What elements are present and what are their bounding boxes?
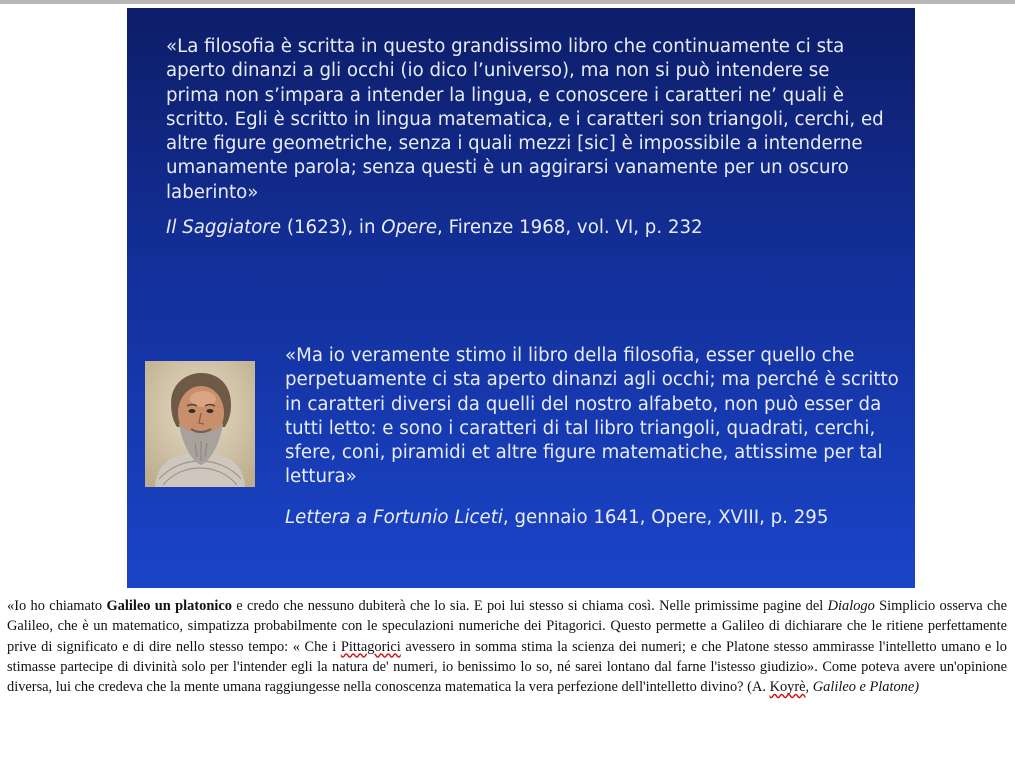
citation-letter-title: Lettera a Fortunio Liceti bbox=[285, 507, 503, 528]
italic-book-title: Galileo e Platone) bbox=[812, 679, 920, 696]
text-run: «Io ho chiamato bbox=[7, 598, 107, 614]
citation-rest: , Firenze 1968, vol. VI, p. 232 bbox=[437, 217, 703, 238]
galileo-portrait-image bbox=[145, 361, 255, 487]
spellcheck-word-koyre[interactable]: Koyrè bbox=[769, 679, 806, 696]
spellcheck-word-pittagorici[interactable]: Pittagorici bbox=[340, 638, 401, 655]
slide-citation-liceti bbox=[285, 506, 905, 530]
window-top-border bbox=[0, 0, 1015, 4]
citation-middle: (1623), in bbox=[281, 217, 382, 238]
document-paragraph bbox=[7, 596, 1007, 697]
citation-letter-rest: , gennaio 1641, Opere, XVIII, p. 295 bbox=[502, 507, 829, 528]
citation-title: Il Saggiatore bbox=[166, 217, 282, 238]
text-run: avessero in somma stima la scienza dei numeri; e che Platone stesso ammirasse l'intelletto umano e lo stimasse partecipe di divinità solo per l'intender egli la natura de' numeri, io benissimo lo so, né sarei lontano dal farne l'istesso giudizio». Come poteva avere un'opinione diversa, lui che credeva che la mente umana raggiungesse nella conoscenza matematica la vera perfezione dell'intelletto divino? (A. bbox=[7, 638, 1007, 696]
italic-dialogo: Dialogo bbox=[827, 598, 875, 614]
slide-quote-saggiatore: «La filosofia è scritta in questo grandissimo libro che continuamente ci sta aperto dinanzi a gli occhi (io dico l’universo), ma non si può intendere se prima non s’impara a intender la lingua, e conoscere i caratteri ne’ quali è scritto. Egli è scritto in lingua matematica, e i caratteri son triangoli, cerchi, ed altre figure geometriche, senza i quali mezzi [sic] è impossibile a intenderne umanamente parola; senza questi è un aggirarsi vanamente per un oscuro laberinto» bbox=[166, 36, 884, 203]
slide-citation-saggiatore bbox=[166, 216, 886, 240]
slide-quote-liceti: «Ma io veramente stimo il libro della filosofia, esser quello che perpetuamente ci sta aperto dinanzi agli occhi; ma perché è scritto in caratteri diversi da quelli del nostro alfabeto, non può esser da tutti letto: e sono i caratteri di tal libro triangoli, quadrati, cerchi, sfere, coni, piramidi et altre figure matematiche, attissime per tal lettura» bbox=[285, 345, 899, 488]
presentation-slide bbox=[127, 8, 915, 588]
text-run: , bbox=[805, 679, 813, 696]
bold-phrase: Galileo un platonico bbox=[106, 598, 232, 614]
text-run: e credo che nessuno dubiterà che lo sia. E poi lui stesso si chiama così. Nelle primissime pagine del bbox=[231, 598, 828, 614]
text-run: Simplicio osserva che Galileo, che è un matematico, simpatizza probabilmente con le speculazioni numeriche dei Pitagorici. Questo permette a Galileo di dichiarare che le ritiene perfettamente prive di significato e di dire nello stesso tempo: « Che i bbox=[7, 598, 1008, 655]
citation-work: Opere bbox=[381, 217, 438, 238]
